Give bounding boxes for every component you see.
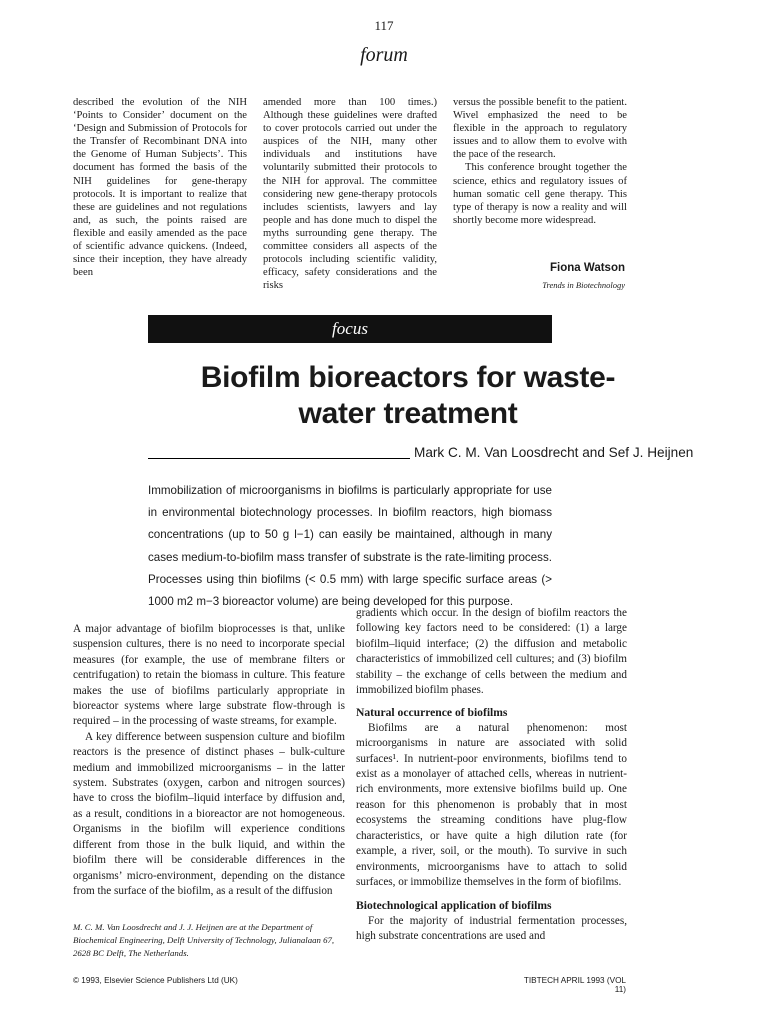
article-abstract bbox=[148, 480, 552, 613]
forum-column-2 bbox=[263, 96, 437, 292]
page-number: 117 bbox=[374, 18, 394, 33]
forum-col1-text: described the evolution of the NIH ‘Points to Consider’ document on the ‘Design and Submission of Protocols for the Transfer of Recombinant DNA into the Genome of Human Subjects’. This document has formed the basis of the NIH guidelines for gene-therapy protocols. It is important to realize that these are guidelines and not regulations and, as such, the points raised are flexible and easily amended as the pace of scientific advance quickens. (Indeed, since their inception, they have already been bbox=[73, 97, 247, 279]
focus-banner-label: focus bbox=[332, 319, 368, 338]
forum-author: Fiona Watson bbox=[550, 262, 625, 274]
forum-source: Trends in Biotechnology bbox=[542, 280, 625, 290]
body-column-left bbox=[73, 622, 345, 899]
article-title bbox=[148, 360, 668, 432]
body-right-paragraph-3: For the majority of industrial fermentation processes, high substrate concentrations are used and bbox=[356, 914, 627, 943]
body-right-paragraph-1: gradients which occur. In the design of biofilm reactors the following key factors need to be considered: (1) a large biofilm–liquid interface; (2) the diffusion and metabolic characteristics of immobilized cell cultures; and (3) biofilm stability – the exchange of cells between the medium and immobilized biofilm phases. bbox=[356, 607, 627, 697]
forum-col3-paragraph-2: This conference brought together the science, ethics and regulatory issues of human somatic cell gene therapy. This type of therapy is now a reality and will shortly become more widespread. bbox=[453, 162, 627, 226]
focus-banner bbox=[148, 315, 552, 343]
forum-column-1 bbox=[73, 96, 247, 279]
article-title-line-2: water treatment bbox=[298, 397, 518, 430]
forum-col3-paragraph-1: versus the possible benefit to the patient. Wivel emphasized the need to be flexible in the approach to regulatory issues and to allow them to evolve with the pace of the research. bbox=[453, 97, 627, 161]
forum-col2-text: amended more than 100 times.) Although these guidelines were drafted to cover protocols carried out under the auspices of the NIH, many other individuals and institutions have voluntarily submitted their protocols to the NIH for approval. The committee considering new gene-therapy protocols includes scientists, lawyers and lay people and has done much to dispel the myths surrounding gene therapy. The committee considers all aspects of the protocols including scientific validity, efficacy, safety considerations and the risks bbox=[263, 97, 437, 292]
body-column-right bbox=[356, 606, 627, 945]
copyright-footer: © 1993, Elsevier Science Publishers Ltd (UK) bbox=[73, 976, 238, 985]
forum-column-3 bbox=[453, 96, 627, 227]
section-title: forum bbox=[360, 44, 408, 66]
article-title-line-1: Biofilm bioreactors for waste- bbox=[200, 361, 616, 394]
section-heading-biotech-application: Biotechnological application of biofilms bbox=[356, 899, 552, 913]
article-authors: Mark C. M. Van Loosdrecht and Sef J. Heijnen bbox=[414, 445, 694, 460]
byline-rule bbox=[148, 458, 410, 459]
body-left-paragraph-1: A major advantage of biofilm bioprocesses is that, unlike suspension cultures, there is no need to incorporate special measures (for example, the use of membrane filters or centrifugation) to retain the biomass in culture. This feature makes the use of biofilms particularly appropriate in bioreactor systems where large substrate flow-through is required – in the processing of waste streams, for example. bbox=[73, 623, 345, 728]
body-right-paragraph-2: Biofilms are a natural phenomenon: most microorganisms in nature are associated with solid surfaces¹. In nutrient-poor environments, biofilms tend to exist as a monolayer of attached cells, whereas in nutrient-rich environments, more extensive biofilms build up. One reason for this phenomenon is probably that in most ecosystems the streaming conditions have plug-flow characteristics, or have quite a high dilution rate (for example, a river, soil, or the mouth). To survive in such environments, microorganisms have to attach to solid surfaces, or immobilize themselves in the form of biofilms. bbox=[356, 721, 627, 888]
body-left-paragraph-2: A key difference between suspension culture and biofilm reactors is the presence of distinct phases – bulk-culture medium and immobilized microorganisms – in the latter system. Substrates (oxygen, carbon and nitrogen sources) have to cross the biofilm–liquid interface by diffusion and, as a result, conditions in a bioreactor are not homogeneous. Organisms in the biofilm will experience conditions different from those in the bulk liquid, and within the biofilm there will be considerable differences in the organisms’ micro-environment, depending on the distance from the surface of the biofilm, as a result of the diffusion bbox=[73, 730, 345, 897]
section-heading-natural-occurrence: Natural occurrence of biofilms bbox=[356, 706, 508, 720]
author-affiliation-footnote: M. C. M. Van Loosdrecht and J. J. Heijnen are at the Department of Biochemical Engineering, Delft University of Technology, Julianalaan 67, 2628 BC Delft, The Netherlands. bbox=[73, 922, 335, 959]
journal-footer: TIBTECH APRIL 1993 (VOL 11) bbox=[523, 976, 626, 994]
abstract-text: Immobilization of microorganisms in biofilms is particularly appropriate for use in environmental biotechnology processes. In biofilm reactors, high biomass concentrations (up to 50 g l−1) can easily be maintained, although in many cases medium-to-biofilm mass transfer of substrate is the rate-limiting process. Processes using thin biofilms (< 0.5 mm) with large specific surface areas (> 1000 m2 m−3 bioreactor volume) are being developed for this purpose. bbox=[148, 484, 552, 609]
